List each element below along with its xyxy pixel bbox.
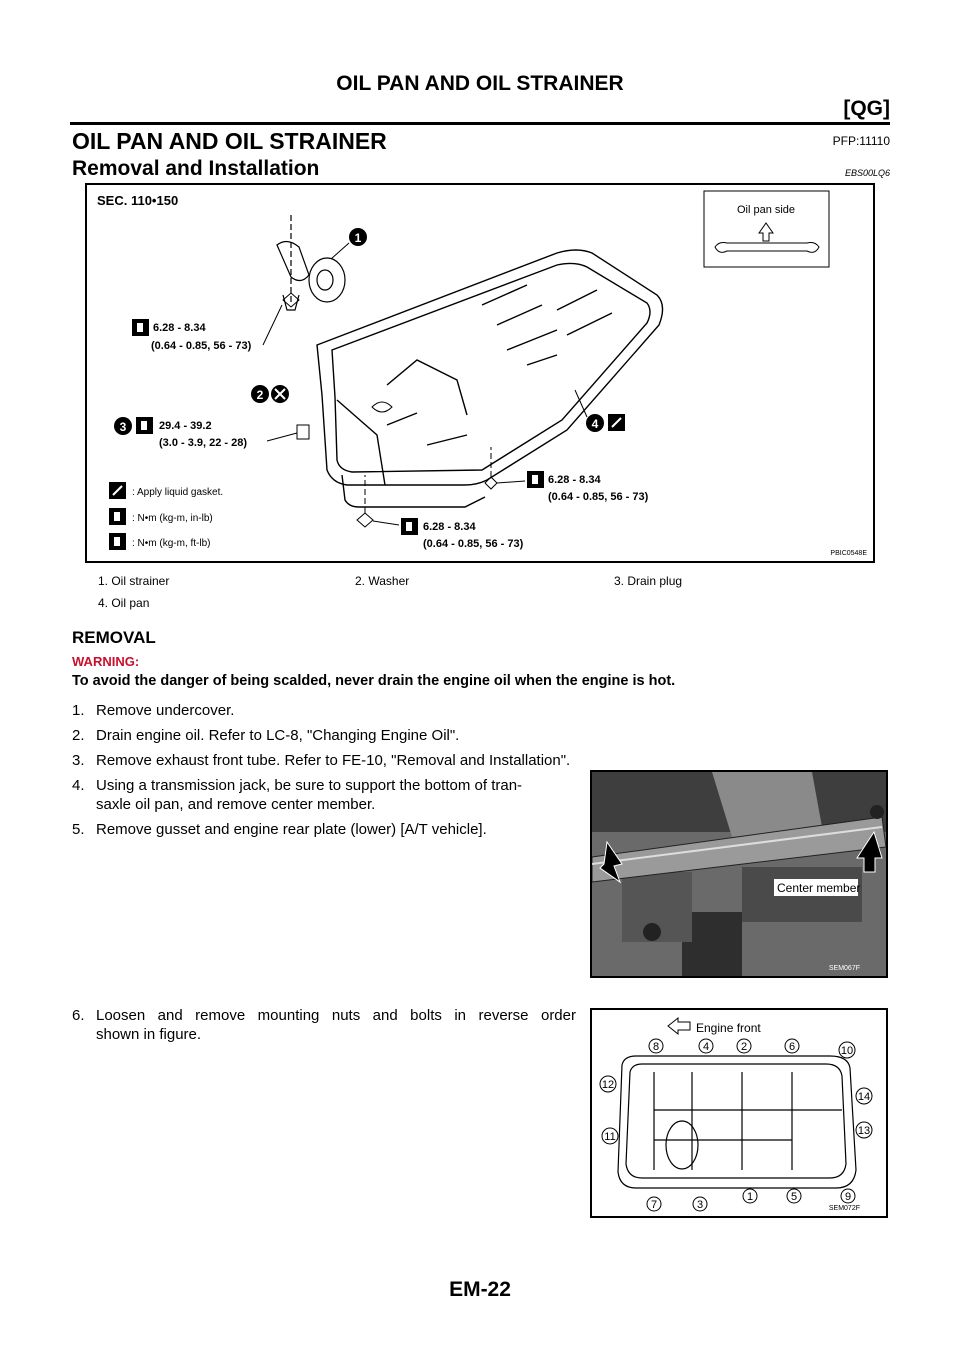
legend-item: 1. Oil strainer <box>98 574 170 588</box>
bolt-number: 7 <box>650 1199 658 1211</box>
center-member-photo <box>590 770 888 978</box>
bolt-number: 6 <box>788 1041 796 1053</box>
svg-text:3: 3 <box>119 420 127 434</box>
torque4-value: 6.28 - 8.34 <box>423 521 476 533</box>
step-number: 2. <box>72 727 85 744</box>
step-number: 6. <box>72 1007 85 1024</box>
step-text: saxle oil pan, and remove center member. <box>96 796 376 813</box>
callout-4 <box>575 390 604 432</box>
ebs-code: EBS00LQ6 <box>844 168 890 178</box>
warning-label: WARNING: <box>72 654 140 669</box>
sec-label: SEC. 110•150 <box>97 193 179 208</box>
section-title: OIL PAN AND OIL STRAINER <box>72 128 387 154</box>
running-code: [QG] <box>843 97 890 120</box>
center-member-label: Center member <box>777 881 861 895</box>
svg-text:2: 2 <box>256 388 264 402</box>
torque3-detail: (0.64 - 0.85, 56 - 73) <box>548 491 649 503</box>
oil-pan-drawing <box>87 185 873 561</box>
liquid-gasket-icon <box>608 414 625 431</box>
inset-box <box>704 191 829 267</box>
removal-heading: REMOVAL <box>72 628 156 647</box>
engine-front-arrow-icon <box>668 1018 690 1034</box>
step-text: Using a transmission jack, be sure to support the bottom of tran- <box>96 777 523 794</box>
washer-no-reuse-icon <box>271 385 289 403</box>
key-torque-inlb-label: : N•m (kg-m, in-lb) <box>132 513 213 524</box>
figure2-id: SEM067F <box>828 965 860 972</box>
key-torque-inlb-icon <box>109 508 126 525</box>
pfp-code: PFP:11110 <box>832 134 890 148</box>
step-number: 1. <box>72 702 85 719</box>
svg-text:1: 1 <box>354 231 362 245</box>
svg-text:4: 4 <box>591 417 599 431</box>
bolt-order-drawing <box>592 1010 886 1216</box>
key-gasket-icon <box>109 482 126 499</box>
torque1-value: 6.28 - 8.34 <box>153 322 206 334</box>
bolt-number: 4 <box>702 1041 710 1053</box>
bolt-number: 3 <box>696 1199 704 1211</box>
header-rule <box>70 122 890 125</box>
oil-pan-top-view <box>618 1056 856 1188</box>
bolt-number: 8 <box>652 1041 660 1053</box>
step-text: Remove undercover. <box>96 702 235 719</box>
key-gasket-label: : Apply liquid gasket. <box>132 487 224 498</box>
step-text: Loosen and remove mounting nuts and bolts in reverse order <box>96 1007 576 1024</box>
inset-label: Oil pan side <box>736 204 796 216</box>
legend-item: 2. Washer <box>355 574 410 588</box>
inset-arrow-icon <box>759 223 773 241</box>
key-torque-ftlb-icon <box>109 533 126 550</box>
step-text: Remove exhaust front tube. Refer to FE-10, "Removal and Installation". <box>96 752 571 769</box>
page-number: EM-22 <box>449 1278 511 1301</box>
oil-pan-exploded-figure <box>85 183 875 563</box>
bolt-number: 9 <box>844 1191 852 1203</box>
callout-1 <box>331 228 367 259</box>
oil-pan-outline <box>317 250 663 507</box>
running-title: OIL PAN AND OIL STRAINER <box>336 72 624 95</box>
step-number: 5. <box>72 821 85 838</box>
bolt-number: 1 <box>746 1191 754 1203</box>
key-torque-ftlb-label: : N•m (kg-m, ft-lb) <box>132 538 211 549</box>
step-number: 3. <box>72 752 85 769</box>
torque2-detail: (3.0 - 3.9, 22 - 28) <box>159 437 248 449</box>
center-member-drawing <box>592 772 886 976</box>
figure3-id: SEM072F <box>828 1205 860 1212</box>
torque4-detail: (0.64 - 0.85, 56 - 73) <box>423 538 524 550</box>
callout-2 <box>251 385 269 403</box>
bolt-number: 12 <box>601 1079 615 1091</box>
torque1-detail: (0.64 - 0.85, 56 - 73) <box>151 340 252 352</box>
engine-front-label: Engine front <box>696 1021 761 1035</box>
bolt-order-figure <box>590 1008 888 1218</box>
subsection-title: Removal and Installation <box>72 157 320 180</box>
bolt-number: 2 <box>740 1041 748 1053</box>
bolt-number: 14 <box>857 1091 871 1103</box>
legend-item: 4. Oil pan <box>98 596 150 610</box>
torque3-value: 6.28 - 8.34 <box>548 474 601 486</box>
legend-item: 3. Drain plug <box>614 574 683 588</box>
bolt-number: 10 <box>840 1045 854 1057</box>
bolt-number: 11 <box>604 1131 616 1143</box>
step-text: Remove gusset and engine rear plate (lower) [A/T vehicle]. <box>96 821 487 838</box>
inset-gasket-shape <box>715 243 819 253</box>
warning-text: To avoid the danger of being scalded, never drain the engine oil when the engine is hot. <box>72 673 676 689</box>
step-text: shown in figure. <box>96 1026 202 1043</box>
bolt-number: 13 <box>857 1125 871 1137</box>
figure1-id: PBIC0548E <box>830 550 867 557</box>
step-text: Drain engine oil. Refer to LC-8, "Changing Engine Oil". <box>96 727 460 744</box>
bolt-number: 5 <box>790 1191 798 1203</box>
callout-3 <box>114 417 132 435</box>
step-number: 4. <box>72 777 85 794</box>
torque2-value: 29.4 - 39.2 <box>159 420 212 432</box>
